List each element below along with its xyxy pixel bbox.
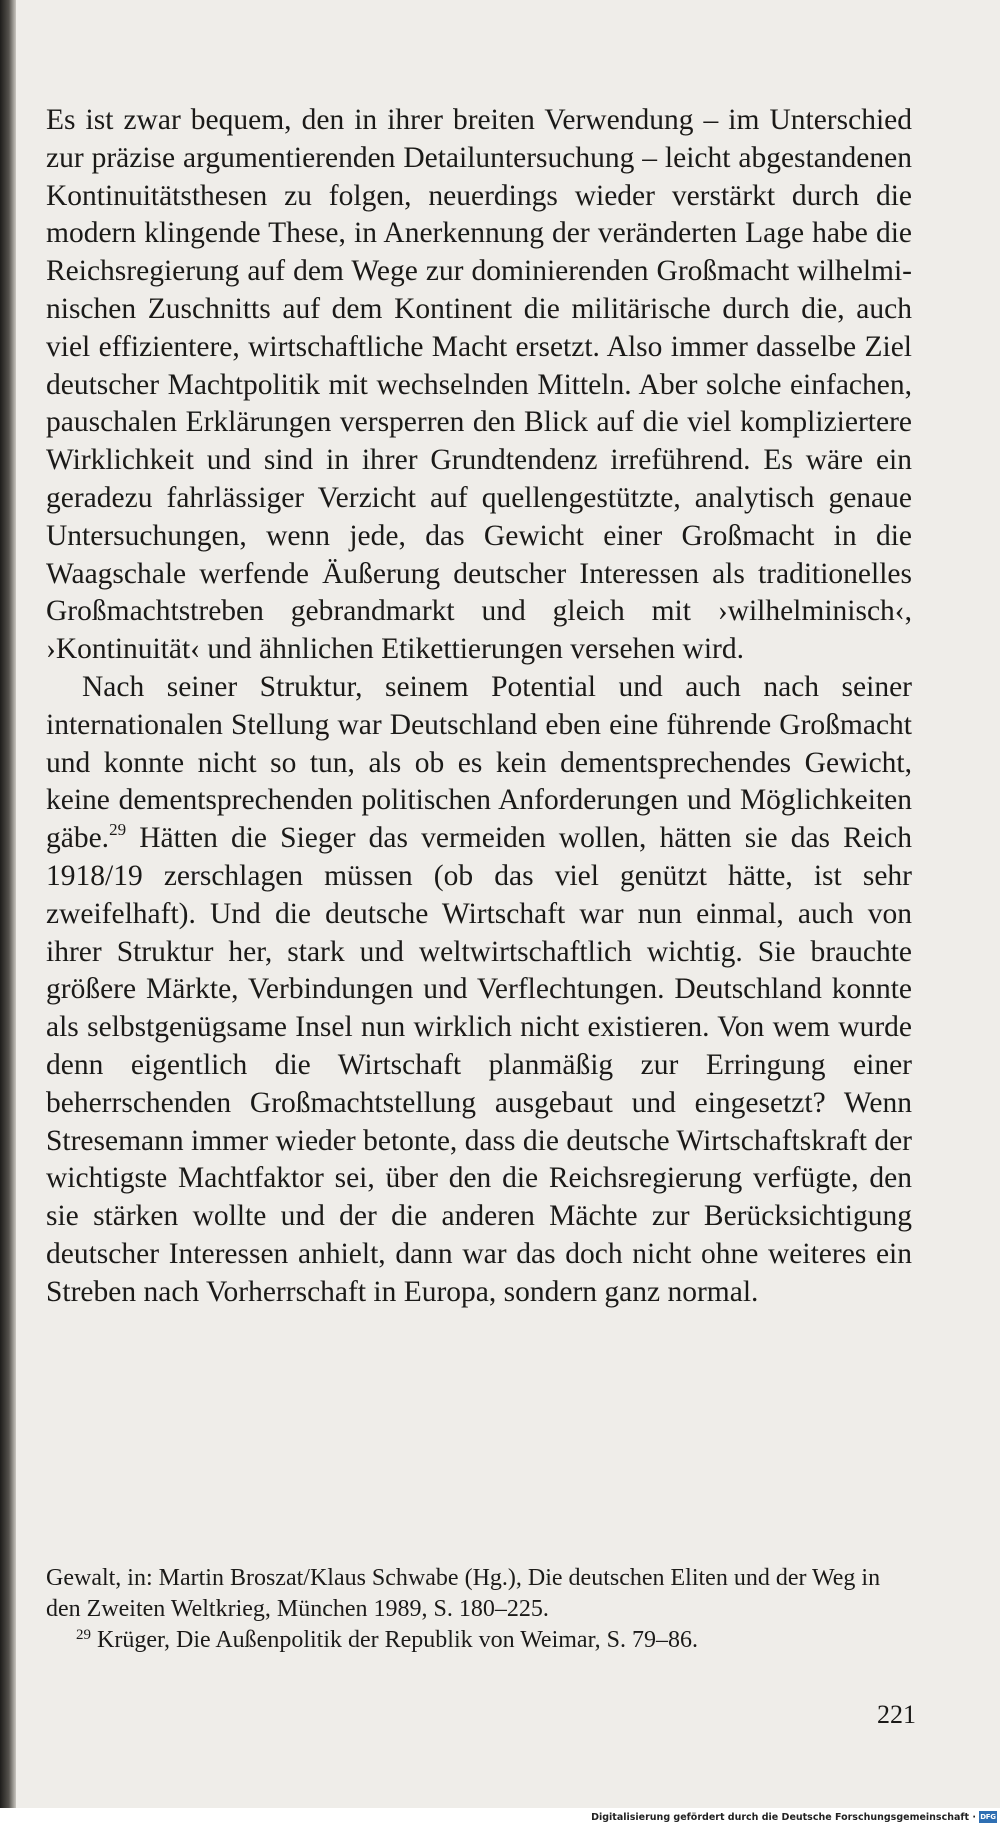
paragraph-1: Es ist zwar bequem, den in ihrer breiten Verwendung – im Unterschied zur präzise argumentierenden Detailuntersuchung – leicht abgestandenen Kontinuitätsthesen zu folgen, neuerdings wieder verstärkt durch die modern klingende These, in Anerkennung der veränderten Lage habe die Reichsregierung auf dem Wege zur dominierenden Großmacht wilhelminischen Zuschnitts auf dem Kontinent die militärische durch die, auch viel effizientere, wirtschaftliche Macht ersetzt. Also immer dasselbe Ziel deutscher Machtpolitik mit wechselnden Mitteln. Aber solche einfachen, pauschalen Erklärungen versperren den Blick auf die viel kompliziertere Wirklichkeit und sind in ihrer Grundtendenz irreführend. Es wäre ein geradezu fahrlässiger Verzicht auf quellengestützte, analytisch genaue Untersuchungen, wenn jede, das Gewicht einer Großmacht in die Waagschale werfende Äußerung deutscher Interessen als traditionelles Großmachtstreben gebrandmarkt und gleich mit ›wilhelminisch‹, ›Kontinuität‹ und ähnlichen Etikettierungen versehen wird. bbox=[46, 104, 912, 666]
digitization-credit: Digitalisierung gefördert durch die Deutsche Forschungsgemeinschaft · bbox=[591, 1812, 976, 1823]
footnotes bbox=[46, 1563, 912, 1656]
footnote-continued: Gewalt, in: Martin Broszat/Klaus Schwabe (Hg.), Die deutschen Eliten und der Weg in den Zweiten Weltkrieg, München 1989, S. 180–225. bbox=[46, 1565, 881, 1622]
footnote-29 bbox=[46, 1625, 912, 1656]
paragraph-2 bbox=[46, 669, 912, 1312]
dfg-logo: DFG bbox=[980, 1813, 996, 1821]
footnote-reference[interactable]: 29 bbox=[109, 820, 127, 840]
footnote-number: 29 bbox=[76, 1627, 91, 1643]
page-number: 221 bbox=[877, 1700, 916, 1729]
paragraph-2-start: Nach seiner Struktur, seinem Potential und auch nach seiner internationalen Stellung war Deutschland eben eine führende Großmacht und konnte nicht so tun, als ob es kein dementsprechendes Gewicht, keine dementsprechenden politischen Anforderungen und Möglichkeiten gäbe. bbox=[46, 670, 912, 855]
main-text bbox=[46, 102, 912, 1312]
footnote-text: Krüger, Die Außenpolitik der Republik von Weimar, S. 79–86. bbox=[97, 1627, 698, 1653]
paragraph-2-rest: Hätten die Sieger das vermeiden wollen, hätten sie das Reich 1918/19 zerschlagen müssen (ob das viel genützt hätte, ist sehr zweifelhaft). Und die deutsche Wirtschaft war nun einmal, auch von ihrer Struktur her, stark und weltwirtschaftlich wichtig. Sie brauchte größere Märkte, Verbindungen und Verflechtungen. Deutschland konnte als selbstgenügsame Insel nun wirklich nicht existieren. Von wem wurde denn eigentlich die Wirtschaft planmäßig zur Erringung einer beherrschenden Großmachtstellung ausgebaut und eingesetzt? Wenn Stresemann immer wieder betonte, dass die deutsche Wirtschaftskraft der wichtigste Machtfaktor sei, über den die Reichsregierung verfügte, den sie stärken wollte und der die anderen Mächte zur Berücksichtigung deutscher Interessen anhielt, dann war das doch nicht ohne weiteres ein Streben nach Vorherrschaft in Europa, sondern ganz normal. bbox=[46, 822, 912, 1308]
book-binding-shadow bbox=[0, 0, 16, 1828]
page-sheet bbox=[16, 0, 1000, 1808]
